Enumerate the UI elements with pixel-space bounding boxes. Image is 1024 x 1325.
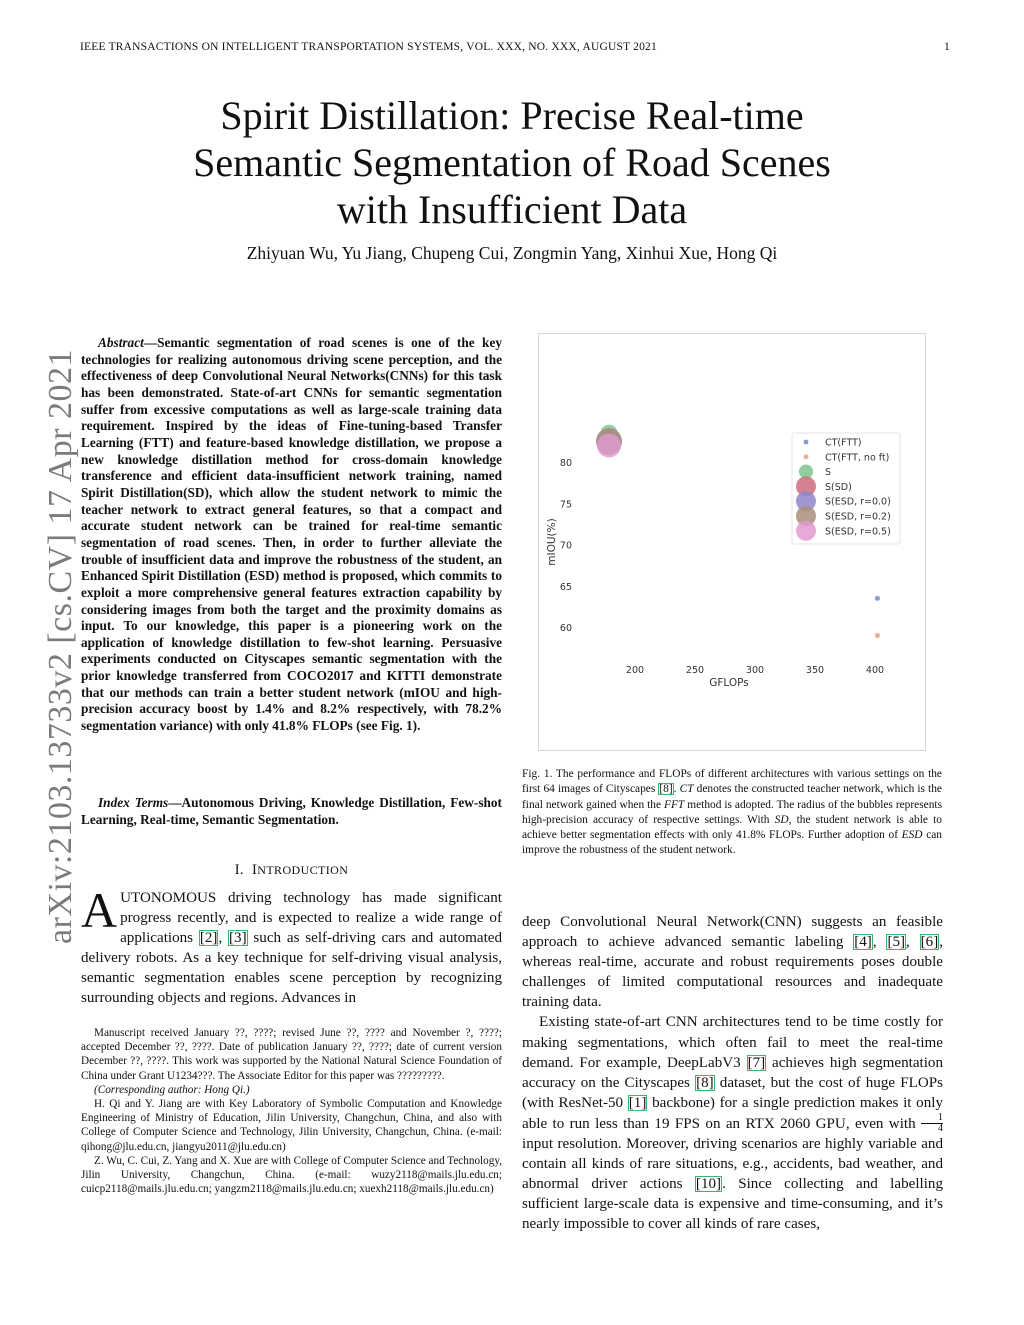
intro-sep: ,	[218, 930, 229, 947]
x-tick-label: 250	[685, 665, 705, 676]
section-heading	[81, 862, 502, 879]
abstract-label: Abstract	[98, 335, 144, 350]
title-line-1: Spirit Distillation: Precise Real-time	[220, 93, 804, 138]
legend-marker	[804, 440, 809, 445]
x-tick-label: 400	[865, 665, 885, 676]
footnote-affiliation-2: Z. Wu, C. Cui, Z. Yang and X. Xue are with College of Computer Science and Technology, Jilin University, Changchun, China. (e-mail: wuzy2118@mails.jlu.edu.cn; cuicp2118@mails.jlu.edu.cn; yangzm2118@mails.jlu.edu.cn; xuexh2118@mails.jlu.edu.cn)	[81, 1154, 502, 1196]
footnote-corresponding-text: (Corresponding author: Hong Qi.)	[94, 1083, 250, 1096]
journal-header: IEEE TRANSACTIONS ON INTELLIGENT TRANSPORTATION SYSTEMS, VOL. XXX, NO. XXX, AUGUST 2021	[80, 41, 657, 53]
y-tick-label: 75	[559, 499, 572, 511]
index-terms-text: —Autonomous Driving, Knowledge Distillation, Few-shot Learning, Real-time, Semantic Segmentation.	[81, 795, 502, 827]
author-list: Zhiyuan Wu, Yu Jiang, Chupeng Cui, Zongmin Yang, Xinhui Xue, Hong Qi	[246, 243, 778, 263]
text-run: deep Convolutional Neural Network(CNN) suggests an feasible approach to achieve advanced semantic labeling	[522, 914, 943, 951]
abstract	[81, 335, 502, 735]
citation-link[interactable]: [4]	[854, 934, 872, 951]
citation-link[interactable]: [8]	[659, 783, 673, 796]
y-axis-label: mIOU(%)	[546, 518, 558, 566]
right-column-text	[522, 912, 943, 1235]
caption-esd: ESD	[901, 829, 923, 842]
arxiv-stamp: arXiv:2103.13733v2 [cs.CV] 17 Apr 2021	[42, 348, 79, 944]
citation-link[interactable]: [5]	[887, 934, 906, 951]
legend-label: S	[825, 467, 832, 479]
caption-text-6: can improve the robustness of the student network.	[522, 829, 943, 857]
bubble-ct-ftt-no-ft	[875, 633, 880, 638]
title-line-2: Semantic Segmentation of Road Scenes	[193, 140, 831, 185]
title-line-3: with Insufficient Data	[336, 187, 688, 232]
intro-text-b: such as self-driving cars and automated delivery robots. As a key technique for self-driving visual analysis, semantic segmentation enables scene perception by recognizing surrounding objects and regions. Advances in	[81, 930, 503, 1007]
paragraph	[522, 912, 943, 1012]
caption-ct: CT	[679, 783, 694, 796]
bubble-ct-ftt	[875, 596, 880, 601]
text-run: dataset, but the cost of huge FLOPs (with ResNet-50	[522, 1074, 943, 1111]
x-tick-label: 350	[805, 665, 825, 676]
footnote-corresponding	[81, 1083, 502, 1097]
footnote-manuscript: Manuscript received January ??, ????; revised June ??, ???? and November ?, ????; accepted December ??, ????. Date of publication January ??, ????; date of current version December ??, ????. This work was supported by the National Natural Science Foundation of China under Grant U1234???. The Associate Editor for this paper was ?????????.	[81, 1027, 502, 1082]
citation-link[interactable]: [6]	[920, 934, 939, 951]
y-tick-label: 70	[559, 540, 572, 552]
caption-text-3: denotes the constructed teacher network, which is the final network gained when the	[522, 783, 942, 811]
caption-sd: SD	[774, 813, 789, 826]
index-terms	[81, 795, 502, 828]
text-run: achieves high segmentation accuracy on the Cityscapes	[522, 1054, 944, 1091]
intro-text-a: UTONOMOUS driving technology has made significant progress recently, and is expected to realize a wide range of applications	[120, 890, 502, 947]
index-terms-label: Index Terms	[98, 795, 169, 810]
legend-marker	[804, 454, 809, 459]
drop-cap: A	[81, 882, 118, 938]
y-tick-label: 60	[559, 623, 572, 635]
text-run: input resolution. Moreover, driving scenarios are highly variable and contain all kinds of rare situations, e.g., accidents, bad weather, and abnormal driver actions	[522, 1136, 943, 1193]
citation-link[interactable]: [2]	[199, 930, 218, 947]
citation-link[interactable]: [1]	[628, 1094, 647, 1111]
legend-label: S(ESD, r=0.2)	[825, 511, 891, 523]
caption-text-5: , the student network is able to achieve better segmentation effects with only 41.8% FLOPs. Further adoption of	[522, 813, 942, 842]
bubble-chart	[539, 334, 925, 750]
text-run: backbone) for a single prediction makes it only able to run less than 19 FPS on an RTX 2060 GPU, even with	[522, 1094, 944, 1132]
text-run: . Since collecting and labelling sufficient large-scale data is expensive and time-consuming, and it’s nearly impossible to cover all kinds of rare cases,	[522, 1176, 943, 1233]
running-header	[80, 41, 950, 53]
citation-link[interactable]: [7]	[747, 1054, 766, 1071]
legend-label: S(SD)	[825, 481, 852, 493]
footnotes	[81, 1026, 502, 1196]
legend-label: S(ESD, r=0.0)	[825, 496, 891, 508]
text-run: ,	[872, 934, 887, 951]
legend-label: CT(FTT, no ft)	[825, 452, 890, 464]
footnote-affiliation-1: H. Qi and Y. Jiang are with Key Laboratory of Symbolic Computation and Knowledge Engineering of Ministry of Education, Jilin University, Changchun, China, and also with College of Computer Science and Technology, Jilin University, Changchun, China. (e-mail: qihong@jlu.edu.cn, jiangyu2011@jlu.edu.cn)	[81, 1098, 502, 1153]
fraction-numerator: 1	[921, 1113, 943, 1124]
caption-text-4: method is adopted. The radius of the bubbles represents high-precision accuracy of respective settings. With	[522, 798, 943, 826]
citation-link[interactable]: [10]	[695, 1176, 722, 1193]
figure-1	[538, 333, 926, 751]
bubble-s-esd-r-0-5	[597, 434, 621, 458]
figure-caption	[522, 767, 942, 859]
caption-fft: FFT	[664, 798, 685, 811]
caption-text-2: .	[673, 783, 680, 796]
paragraph	[522, 1012, 943, 1234]
section-rest: NTRODUCTION	[257, 863, 349, 877]
y-tick-label: 80	[559, 458, 572, 470]
legend-label: S(ESD, r=0.5)	[825, 526, 891, 538]
fraction	[921, 1113, 943, 1134]
x-axis-label: GFLOPs	[709, 677, 749, 689]
citation-link[interactable]: [8]	[696, 1074, 714, 1091]
x-tick-label: 200	[625, 665, 645, 676]
page-number: 1	[944, 41, 950, 53]
paper-title	[100, 92, 924, 233]
section-numeral: I.	[234, 862, 244, 878]
section-first-letter: I	[252, 862, 258, 878]
y-tick-label: 65	[559, 581, 572, 593]
legend-marker	[796, 521, 816, 541]
abstract-text: —Semantic segmentation of road scenes is one of the key technologies for realizing autonomous driving scene perception, and the effectiveness of deep Convolutional Neural Networks(CNNs) for this task has been demonstrated. State-of-art CNNs for semantic segmentation suffer from excessive computations as well as large-scale training data requirement. Inspired by the ideas of Fine-tuning-based Transfer Learning (FTT) and feature-based knowledge distillation, we propose a new knowledge distillation method for cross-domain knowledge transference and efficient data-insufficient network training, named Spirit Distillation(SD), which allow the student network to mimic the teacher network to extract general features, so that a compact and accurate student network can be trained for real-time semantic segmentation of road scenes. Then, in order to further alleviate the trouble of insufficient data and improve the robustness of the student, an Enhanced Spirit Distillation (ESD) method is proposed, which commits to exploit a more comprehensive general features extraction capability by considering images from both the target and the proximity domains as input. To our knowledge, this paper is a pioneering work on the application of knowledge distillation to few-shot learning. Persuasive experiments conducted on Cityscapes semantic segmentation with the prior knowledge transferred from COCO2017 and KITTI demonstrate that our methods can train a better student network (mIOU and high-precision accuracy boost by 1.4% and 8.2% respectively, with 78.2% segmentation variance) with only 41.8% FLOPs (see Fig. 1).	[81, 335, 502, 734]
fraction-denominator: 4	[938, 1122, 943, 1134]
intro-paragraph	[81, 882, 503, 1009]
text-run: , whereas real-time, accurate and robust requirements poses double challenges of limited computational resources and inadequate training data.	[522, 934, 944, 1011]
text-run: ,	[906, 934, 920, 951]
text-run: Existing state-of-art CNN architectures tend to be time costly for making segmentations, which often fail to meet the real-time demand. For example, DeepLabV3	[522, 1014, 943, 1071]
x-tick-label: 300	[745, 665, 765, 676]
citation-link[interactable]: [3]	[229, 930, 247, 947]
caption-text-1: Fig. 1. The performance and FLOPs of different architectures with various settings on the first 64 images of Cityscapes	[522, 768, 942, 796]
legend-label: CT(FTT)	[825, 437, 862, 449]
